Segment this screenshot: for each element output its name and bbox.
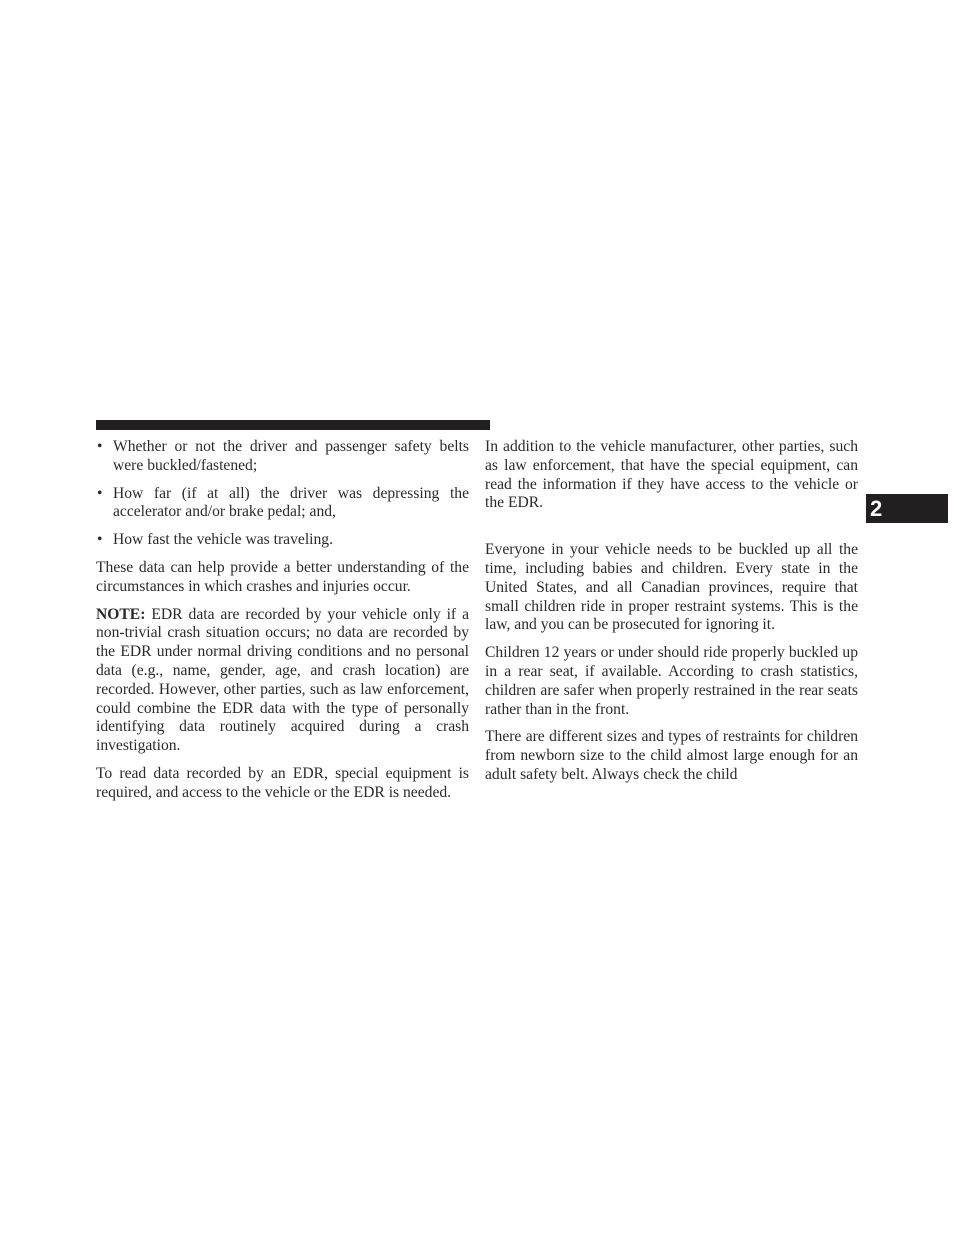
list-item-text: How fast the vehicle was traveling.: [113, 531, 333, 549]
bullet-icon: •: [97, 484, 103, 502]
other-parties-paragraph: In addition to the vehicle manufacturer, other parties, such as law enforcement, that have the special equipment, can read the information if they have access to the vehicle or the EDR.: [485, 438, 858, 512]
list-item: [96, 531, 469, 550]
list-item-text: How far (if at all) the driver was depressing the accelerator and/or brake pedal; and,: [113, 484, 469, 521]
note-paragraph: [96, 606, 469, 756]
bullet-icon: •: [97, 531, 103, 549]
list-item: [96, 485, 469, 523]
edr-data-list: [96, 438, 469, 550]
list-item: [96, 438, 469, 476]
section-rule: [96, 420, 490, 430]
left-column: [96, 438, 469, 812]
understanding-paragraph: These data can help provide a better understanding of the circumstances in which crashes and injuries occur.: [96, 558, 469, 595]
chapter-tab: 2: [866, 494, 948, 523]
note-label: NOTE:: [96, 605, 146, 623]
note-text: EDR data are recorded by your vehicle only if a non-trivial crash situation occurs; no data are recorded by the EDR under normal driving conditions and no personal data (e.g., name, gender, age, and crash location) are recorded. However, other parties, such as law enforcement, could combine the EDR data with the type of personally identifying data routinely acquired during a crash investigation.: [96, 605, 469, 755]
list-item-text: Whether or not the driver and passenger safety belts were buckled/fastened;: [113, 438, 469, 474]
everyone-buckled-paragraph: Everyone in your vehicle needs to be buckled up all the time, including babies and children. Every state in the United States, and all Canadian provinces, require that small children ride in proper restraint systems. This is the law, and you can be prosecuted for ignoring it.: [485, 541, 858, 634]
bullet-icon: •: [97, 438, 103, 455]
children-rear-seat-paragraph: Children 12 years or under should ride properly buckled up in a rear seat, if available. According to crash statistics, children are safer when properly restrained in the rear seats rather than in the front.: [485, 644, 858, 718]
read-data-paragraph: To read data recorded by an EDR, special equipment is required, and access to the vehicle or the EDR is needed.: [96, 764, 469, 801]
restraint-sizes-paragraph: There are different sizes and types of restraints for children from newborn size to the child almost large enough for an adult safety belt. Always check the child: [485, 728, 858, 783]
right-column: [485, 438, 858, 794]
